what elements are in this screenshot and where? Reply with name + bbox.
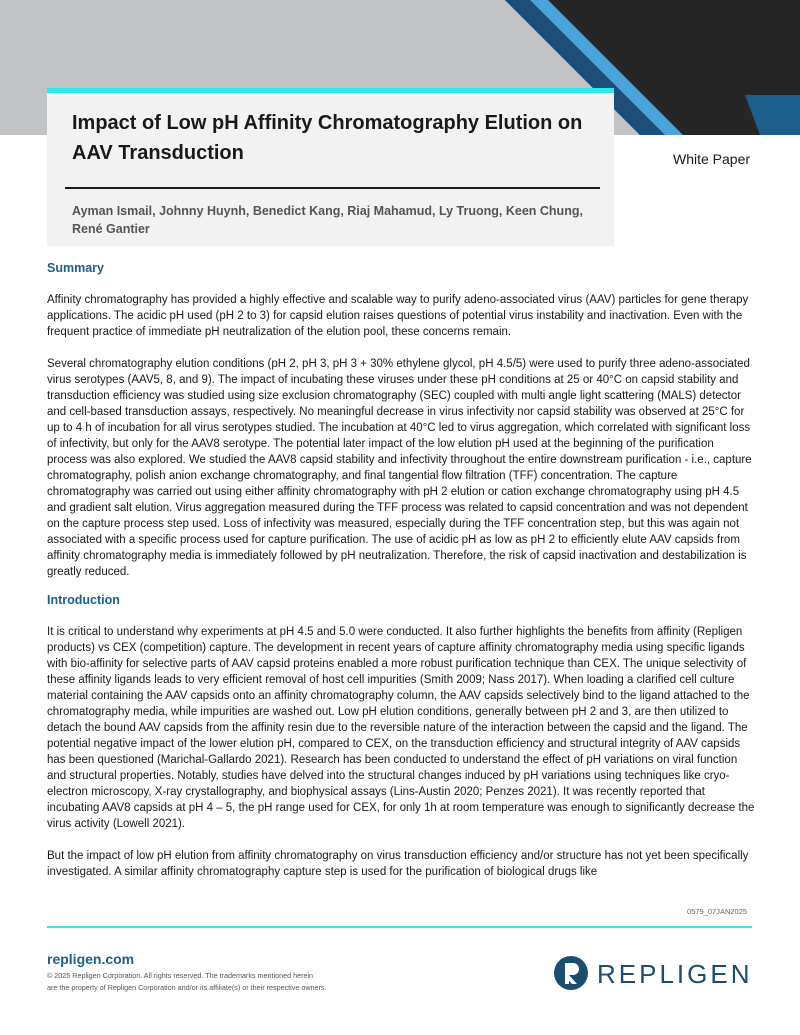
- document-code: 0579_07JAN2025: [687, 907, 748, 916]
- document-title: Impact of Low pH Affinity Chromatography Elution on AAV Transduction: [72, 112, 583, 164]
- summary-heading: Summary: [47, 261, 104, 275]
- document-type-label: White Paper: [673, 151, 751, 167]
- main-content: [47, 258, 755, 880]
- repligen-logo-icon: [553, 955, 589, 991]
- website-link[interactable]: repligen.com: [47, 951, 135, 967]
- summary-paragraph-1: Affinity chromatography has provided a highly effective and scalable way to purify adeno-associated virus (AAV) particles for gene therapy applications. The acidic pH used (pH 2 to 3) for capsid elution raises questions of potential virus instability and inactivation. Even with the frequent practice of immediate pH neutralization of the elution pool, these concerns remain.: [47, 294, 749, 338]
- introduction-paragraph-1: It is critical to understand why experiments at pH 4.5 and 5.0 were conducted. It also further highlights the benefits from affinity (Repligen products) vs CEX (competition) capture. The development in recent years of capture affinity chromatography media using specific ligands with bio-affinity for selective parts of AAV capsid proteins enabled a more robust purification technique than CEX. The unique selectivity of these affinity ligands leads to very efficient removal of host cell impurities (Smith 2009; Nass 2017). When loading a clarified cell culture material containing the AAV capsids onto an affinity chromatography column, the AAV capsids selectively bind to the ligand attached to the chromatography media, while impurities are washed out. Low pH elution conditions, generally between pH 2 and 3, are then utilized to detach the bound AAV capsids from the affinity resin due to the reversible nature of the interaction between the capsid and the ligand. The potential negative impact of the lower elution pH, compared to CEX, on the transduction efficiency and structural integrity of AAV capsids has been questioned (Marichal-Gallardo 2021). Research has been conducted to understand the effect of pH variations on viral function and structural properties. Notably, studies have delved into the structural changes induced by pH variations using techniques like cryo-electron microscopy, X-ray crystallography, and biophysical assays (Lins-Austin 2020; Penzes 2021). It was recently reported that incubating AAV8 capsids at pH 4 – 5, the pH range used for CEX, for only 1h at room temperature was enough to significantly decrease the virus activity (Lowell 2021).: [47, 626, 755, 830]
- introduction-heading: Introduction: [47, 593, 120, 607]
- footer-divider: [47, 926, 752, 928]
- copyright-line-2: are the property of Repligen Corporation and/or its affiliate(s) or their respective owners.: [47, 983, 327, 992]
- title-accent-bar: [47, 88, 614, 93]
- title-divider: [65, 187, 600, 189]
- copyright-notice: [47, 970, 377, 994]
- repligen-logo-wordmark: REPLIGEN: [597, 959, 753, 989]
- copyright-line-1: © 2025 Repligen Corporation. All rights reserved. The trademarks mentioned herein: [47, 971, 314, 980]
- repligen-logo: [553, 955, 755, 995]
- summary-paragraph-2: Several chromatography elution conditions (pH 2, pH 3, pH 3 + 30% ethylene glycol, pH 4.5/5) were used to purify three adeno-associated virus serotypes (AAV5, 8, and 9). The impact of incubating these viruses under these pH conditions at 25 or 40°C on capsid stability and transduction efficiency was studied using size exclusion chromatography (SEC) coupled with multi angle light scattering (MALS) detector and cell-based transduction assays, respectively. No meaningful decrease in virus infectivity nor capsid stability was observed at 25°C for up to 4 h of incubation for all virus serotypes studied. The incubation at 40°C led to virus aggregation, which correlated with significant loss of infectivity, but only for the AAV8 serotype. The potential later impact of the low elution pH used at the beginning of the purification process was also explored. We studied the AAV8 capsid stability and infectivity throughout the entire downstream purification - i.e., capture chromatography, polish anion exchange chromatography, and final tangential flow filtration (TFF) concentration. The capture chromatography was carried out using either affinity chromatography with pH 2 elution or cation exchange chromatography using pH 4.5 and gradient salt elution. Virus aggregation measured during the TFF process was related to capsid concentration and was not dependent on the capture process step used. Loss of infectivity was measured, especially during the TFF concentration step, but this was again not associated with a specific process used for capture purification. The use of acidic pH as low as pH 2 to efficiently elute AAV capsids from affinity chromatography media is immediately followed by pH neutralization. Therefore, the risk of capsid inactivation and destabilization is greatly reduced.: [47, 358, 752, 578]
- title-card: [47, 88, 614, 246]
- introduction-paragraph-2: But the impact of low pH elution from affinity chromatography on virus transduction efficiency and/or structure has not yet been specifically investigated. A similar affinity chromatography capture step is used for the purification of biological drugs like: [47, 850, 749, 878]
- author-list: Ayman Ismail, Johnny Huynh, Benedict Kang, Riaj Mahamud, Ly Truong, Keen Chung, René Gantier: [72, 204, 583, 236]
